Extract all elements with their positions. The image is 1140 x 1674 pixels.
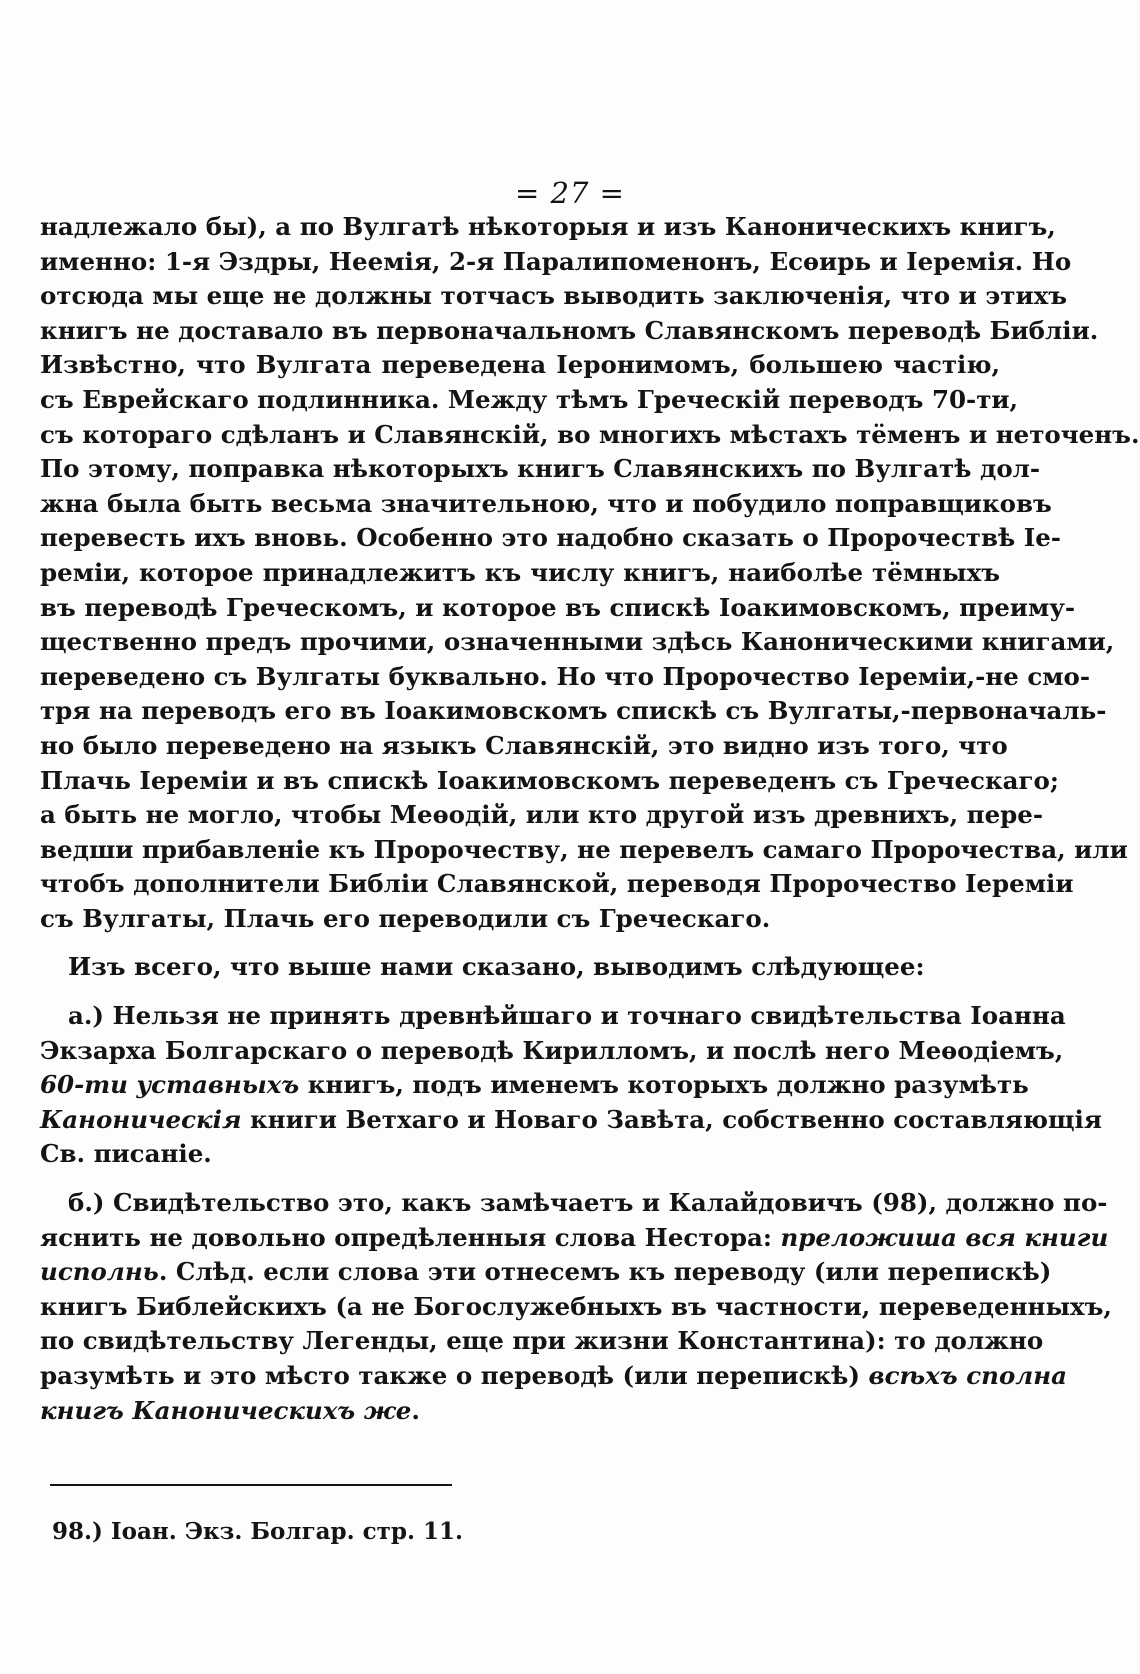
text-line: Св. писаніе. — [40, 1139, 212, 1169]
text-line: надлежало бы), а по Вулгатѣ нѣкоторыя и изъ Каноническихъ книгъ, — [40, 212, 1056, 241]
text-line: Плачь Іереміи и въ спискѣ Іоакимовскомъ переведенъ съ Греческаго; — [40, 765, 1059, 795]
page-number: = 27 = — [515, 176, 625, 210]
paragraph-3 — [40, 999, 1102, 1172]
text-line: по свидѣтельству Легенды, еще при жизни Константина): то должно — [40, 1326, 1044, 1356]
text-line: переведено съ Вулгаты буквально. Но что Пророчество Іереміи,-не смо- — [40, 661, 1091, 691]
text-line: б.) Свидѣтельство это, какъ замѣчаетъ и Калайдовичъ (98), должно по- — [68, 1188, 1108, 1218]
paragraph-2 — [40, 950, 1000, 985]
text-line: книгъ Каноническихъ же. — [40, 1395, 420, 1425]
text-line: жна была быть весьма значительною, что и побудило поправщиковъ — [40, 488, 1052, 518]
text-line: Каноническія книги Ветхаго и Новаго Завѣта, собственно составляющія — [40, 1104, 1102, 1134]
text-line: Изъ всего, что выше нами сказано, выводимъ слѣдующее: — [68, 952, 925, 982]
text-line: реміи, которое принадлежитъ къ числу книгъ, наиболѣе тёмныхъ — [40, 557, 1000, 587]
text-line: перевесть ихъ вновь. Особенно это надобно сказать о Пророчествѣ Іе- — [40, 523, 1061, 553]
text-line: съ Вулгаты, Плачь его переводили съ Греческаго. — [40, 903, 771, 933]
text-line: ведши прибавленіе къ Пророчеству, не перевелъ самаго Пророчества, или — [40, 834, 1128, 864]
text-line: но было переведено на языкъ Славянскій, это видно изъ того, что — [40, 730, 1008, 760]
text-line: щественно предъ прочими, означенными здѣсь Каноническими книгами, — [40, 627, 1115, 657]
text-line: съ котораго сдѣланъ и Славянскій, во многихъ мѣстахъ тёменъ и неточенъ. — [40, 419, 1140, 449]
paragraph-4 — [40, 1186, 1112, 1428]
text-line: Извѣстно, что Вулгата переведена Іеронимомъ, большею частію, — [40, 350, 1000, 380]
text-line: а.) Нельзя не принять древнѣйшаго и точнаго свидѣтельства Іоанна — [68, 1001, 1066, 1031]
footnote-rule — [50, 1484, 452, 1486]
text-line: Экзарха Болгарскаго о переводѣ Кирилломъ, и послѣ него Меѳодіемъ, — [40, 1035, 1064, 1065]
text-line: тря на переводъ его въ Іоакимовскомъ спискѣ съ Вулгаты,-первоначаль- — [40, 696, 1107, 726]
text-line: а быть не могло, чтобы Меѳодій, или кто другой изъ древнихъ, пере- — [40, 800, 1044, 830]
text-line: По этому, поправка нѣкоторыхъ книгъ Славянскихъ по Вулгатѣ дол- — [40, 454, 1041, 484]
text-line: 60-ти уставныхъ книгъ, подъ именемъ которыхъ должно разумѣть — [40, 1070, 1029, 1100]
text-line: исполнь. Слѣд. если слова эти отнесемъ къ переводу (или перепискѣ) — [40, 1257, 1052, 1287]
paragraph-1 — [40, 210, 1140, 936]
text-line: книгъ Библейскихъ (а не Богослужебныхъ въ частности, переведенныхъ, — [40, 1291, 1112, 1321]
text-line: книгъ не доставало въ первоначальномъ Славянскомъ переводѣ Библіи. — [40, 315, 1099, 345]
text-line: отсюда мы еще не должны тотчасъ выводить заключенія, что и этихъ — [40, 281, 1068, 311]
text-line: яснить не довольно опредѣленныя слова Нестора: преложиша вся книги — [40, 1222, 1109, 1252]
text-body — [40, 210, 1140, 1428]
text-line: разумѣть и это мѣсто также о переводѣ (или перепискѣ) всѣхъ сполна — [40, 1361, 1067, 1390]
text-line: чтобъ дополнители Библіи Славянской, переводя Пророчество Іереміи — [40, 869, 1074, 899]
text-line: именно: 1-я Эздры, Неемія, 2-я Паралипоменонъ, Есѳирь и Іеремія. Но — [40, 246, 1072, 276]
footnote: 98.) Іоан. Экз. Болгар. стр. 11. — [52, 1518, 464, 1545]
text-line: въ переводѣ Греческомъ, и которое въ спискѣ Іоакимовскомъ, преиму- — [40, 592, 1076, 622]
text-line: съ Еврейскаго подлинника. Между тѣмъ Греческій переводъ 70-ти, — [40, 384, 1019, 414]
